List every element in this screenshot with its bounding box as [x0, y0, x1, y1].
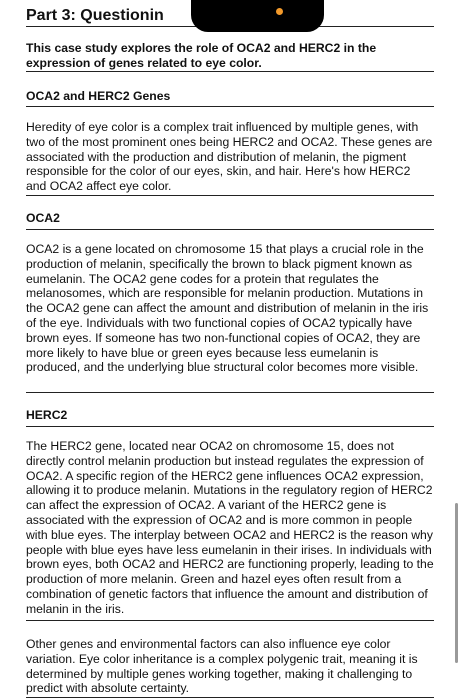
scrollbar[interactable] — [455, 503, 458, 663]
section-divider — [26, 195, 434, 196]
section-heading-oca2: OCA2 — [26, 211, 60, 225]
section-divider — [26, 229, 434, 230]
section-heading-oca2-herc2-genes: OCA2 and HERC2 Genes — [26, 89, 171, 103]
section-divider — [26, 426, 434, 427]
camera-notch — [191, 0, 324, 32]
closing-text: Other genes and environmental factors can also influence eye color variation. Eye color inheritance is a complex polygenic trait, meaning it is determined by multiple genes working together, making it challenging to predict with absolute certainty. — [26, 637, 418, 696]
intro-divider — [26, 71, 434, 72]
section-body-herc2: The HERC2 gene, located near OCA2 on chromosome 15, does not directly control melanin production but instead regulates the expression of OCA2. A specific region of the HERC2 gene influences OCA2 expression, allowing it to produce melanin. Mutations in the regulatory region of HERC2 can affect the expression of OCA2. A variant of the HERC2 gene is associated with the expression of OCA2 and is more common in people with blue eyes. The interplay between OCA2 and HERC2 is the reason why people with blue eyes have less eumelanin in their irises. In individuals with brown eyes, both OCA2 and HERC2 are functioning properly, leading to the production of more melanin. Green and hazel eyes often result from a combination of genetic factors that influence the amount and distribution of melanin in the iris. — [26, 439, 434, 616]
page-title: Part 3: Questionin — [26, 7, 164, 24]
section-divider — [26, 392, 434, 393]
section-divider — [26, 620, 434, 621]
camera-indicator-icon — [276, 8, 283, 15]
section-heading-herc2: HERC2 — [26, 408, 68, 422]
section-body-oca2: OCA2 is a gene located on chromosome 15 that plays a crucial role in the production of melanin, specifically the brown to black pigment known as eumelanin. The OCA2 gene codes for a protein that regulates the melanosomes, which are responsible for melanin production. Mutations in the OCA2 gene can affect the amount and distribution of melanin in the iris of the eye. Individuals with two functional copies of OCA2 typically have brown eyes. If someone has two non-functional copies of OCA2, they are more likely to have blue or green eyes because less eumelanin is produced, and the underlying blue structural color becomes more visible. — [26, 242, 429, 375]
closing-divider — [26, 697, 434, 698]
section-divider — [26, 106, 434, 107]
section-body-oca2-herc2-genes: Heredity of eye color is a complex trait influenced by multiple genes, with two of the most prominent ones being HERC2 and OCA2. These genes are associated with the production and distribution of melanin, the pigment responsible for the color of our eyes, skin, and hair. Here's how HERC2 and OCA2 affect eye color. — [26, 120, 433, 194]
intro-text: This case study explores the role of OCA2 and HERC2 in the expression of genes related to eye color. — [26, 41, 377, 70]
